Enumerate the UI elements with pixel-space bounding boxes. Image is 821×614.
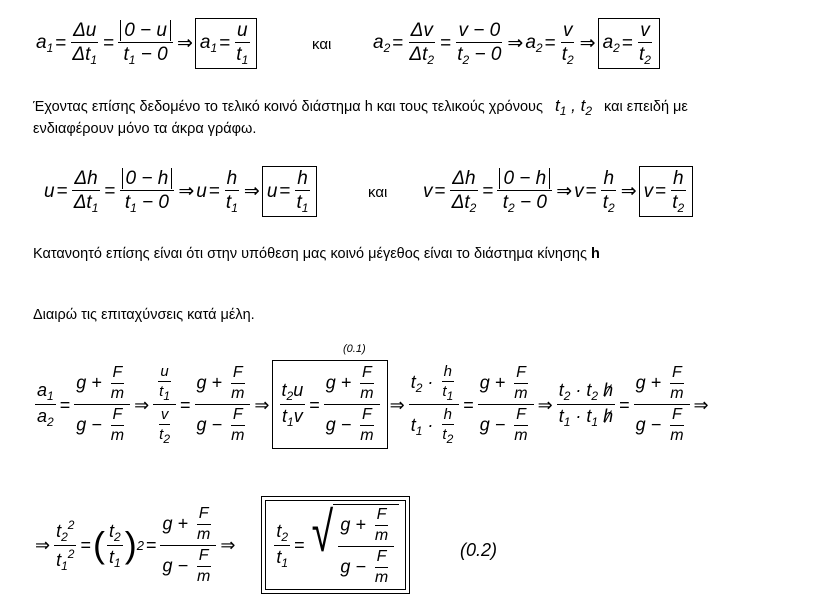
equation-accelerations-2: $a_2$ = $\frac{\Delta v}{\Delta t_2}$ = $\frac{v - 0}{t_2 - 0}$ ⇒ $a_2$ = $\frac{v}{t_2}$ ⇒ $a_2$ = $\frac{v}{t_2}$ <box>373 18 660 69</box>
equation-accelerations: $a_1$ = $\frac{\Delta u}{\Delta t_1}$ = $\frac{0 - u}{t_1 - 0}$ ⇒ $a_1$ = $\frac{u}{t_1}$ <box>36 18 257 69</box>
kai-text: και <box>312 36 332 53</box>
equation-result: ⇒ $\frac{t_2^2}{t_1^2}$ = ( $\frac{t_2}{t_1}$ ) 2 = g + $\frac{F}{m}$ g − $\frac{F}{m}$ ⇒ $\frac{t_2}{t_1}$ = √ g + $\frac{F}{m}$ g − $\frac{F}{m}$ <box>33 496 410 594</box>
paragraph-3: Διαιρώ τις επιταχύνσεις κατά μέλη. <box>33 307 255 323</box>
equation-velocities: u = $\frac{\Delta h}{\Delta t_1}$ = $\frac{0 - h}{t_1 - 0}$ ⇒ u = $\frac{h}{t_1}$ ⇒ u = $\frac{h}{t_1}$ <box>44 166 317 217</box>
kai-text-2: και <box>368 184 388 201</box>
paragraph-2 <box>33 243 600 265</box>
paragraph-1: Έχοντας επίσης δεδομένο το τελικό κοινό διάστημα h και τους τελικούς χρόνους $t_1$ , $t_2$ και επειδή με ενδιαφέρουν μόνο τα άκρα γράφω. <box>33 96 688 137</box>
equation-velocities-2: v = $\frac{\Delta h}{\Delta t_2}$ = $\frac{0 - h}{t_2 - 0}$ ⇒ v = $\frac{h}{t_2}$ ⇒ v = $\frac{h}{t_2}$ <box>423 166 693 217</box>
paragraph-2-text: Κατανοητό επίσης είναι ότι στην υπόθεση μας κοινό μέγεθος είναι το διάστημα κίνησης <box>33 246 587 262</box>
paragraph-2-bold: h <box>591 246 600 262</box>
equation-label-01: (0.1) <box>343 343 366 355</box>
paragraph-1-tail: και επειδή με <box>604 99 688 115</box>
equation-label-02: (0.2) <box>460 540 498 560</box>
equation-ratio: $\frac{a_1}{a_2}$ = g + $\frac{F}{m}$ g − $\frac{F}{m}$ ⇒ $\frac{\frac{u}{t_1}}{\frac{v}{t_2}}$ = g + $\frac{F}{m}$ g − $\frac{F}{m}$ ⇒ $\frac{t_2u}{t_1v}$ = g + $\frac{F}{m}$ g − $\frac{F}{m}$ ⇒ $t_2$ · $\frac{h}{t_1}$ $t_1$ · $\frac{h}{t_2}$ = g + $\frac{F}{m}$ g − $\frac{F}{m}$ ⇒ $\frac{t_2 \cdot t_2 h}{t_1 \cdot t_1 h}$ = g + $\frac{F}{m}$ g − $\frac{F}{m}$ ⇒ <box>33 360 711 449</box>
paragraph-1-text: Έχοντας επίσης δεδομένο το τελικό κοινό διάστημα h και τους τελικούς χρόνους <box>33 99 543 115</box>
paragraph-1-line2: ενδιαφέρουν μόνο τα άκρα γράφω. <box>33 121 257 137</box>
